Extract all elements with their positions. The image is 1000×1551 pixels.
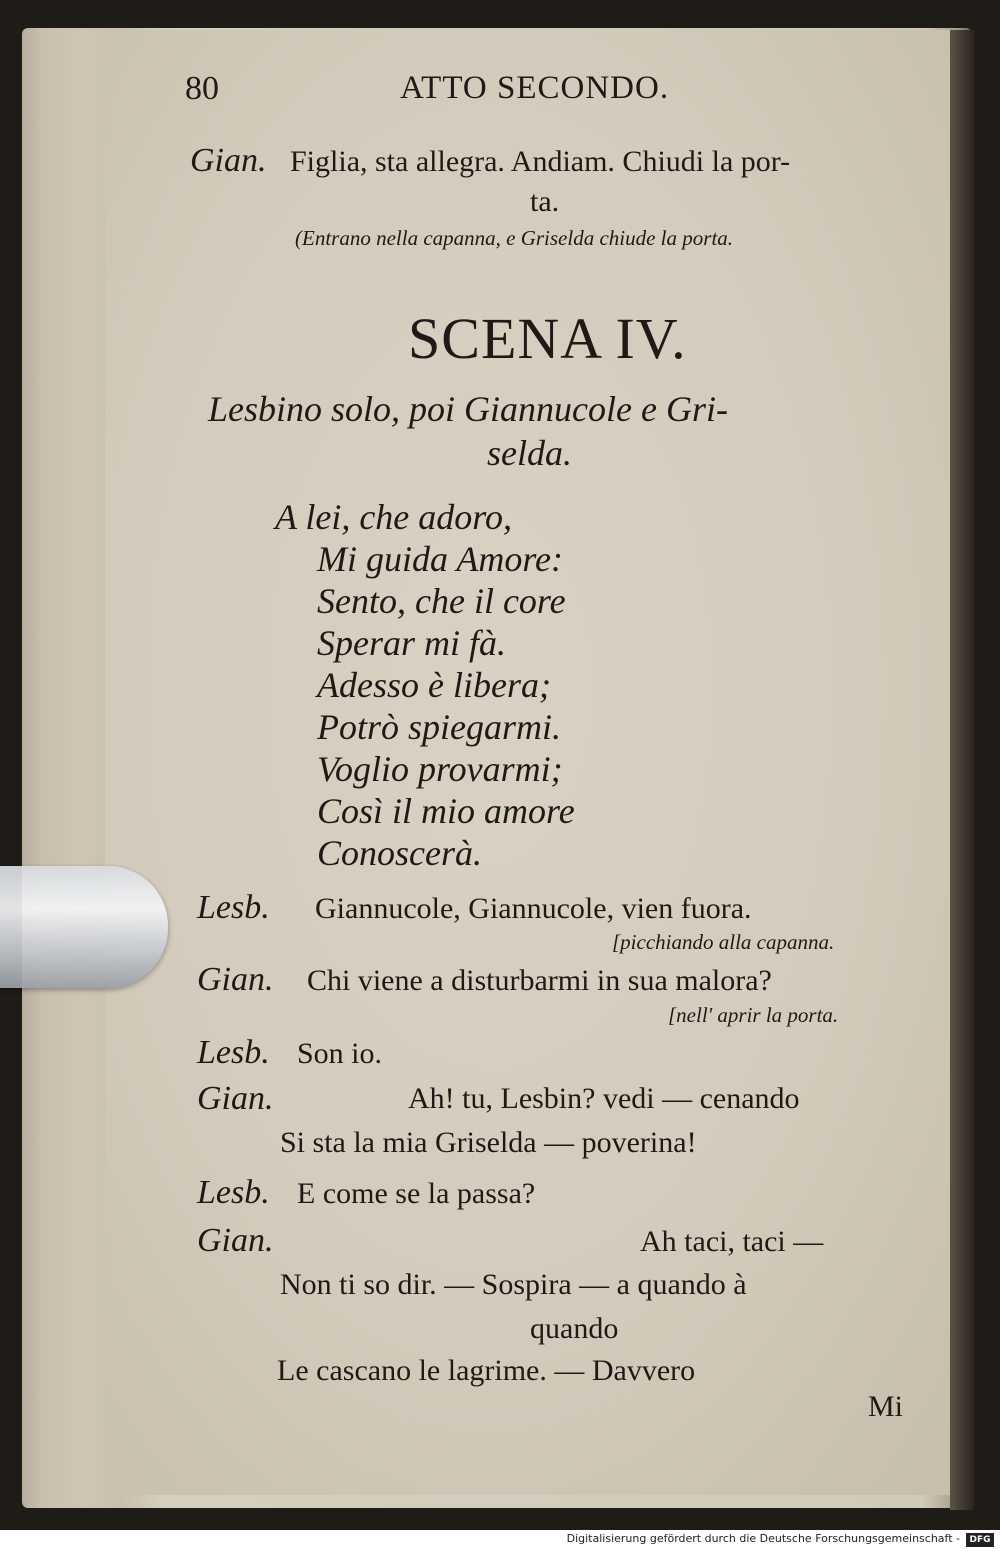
dialogue-line: Figlia, sta allegra. Andiam. Chiudi la por- [290, 145, 791, 178]
aria-line: Voglio provarmi; [317, 749, 563, 789]
dialogue-line: quando [530, 1312, 619, 1345]
dialogue-line: ta. [530, 185, 560, 218]
aria-line: Così il mio amore [317, 791, 575, 831]
speaker-label: Lesb. [197, 889, 270, 926]
aria-line: Conoscerà. [317, 833, 482, 873]
speaker-label: Gian. [197, 1080, 274, 1117]
dialogue-line: Son io. [297, 1037, 383, 1070]
speaker-label: Lesb. [197, 1034, 270, 1071]
catchword: Mi [868, 1390, 904, 1423]
footer-bar [0, 1530, 1000, 1551]
speaker-label: Gian. [190, 142, 267, 179]
scene-title: SCENA IV. [408, 306, 687, 371]
speaker-label: Gian. [197, 961, 274, 998]
stage-direction: [nell' aprir la porta. [668, 1003, 839, 1027]
aria-line: A lei, che adoro, [275, 497, 512, 537]
page-number: 80 [185, 70, 219, 107]
aria-line: Sperar mi fà. [317, 623, 506, 663]
dialogue-line: Chi viene a disturbarmi in sua malora? [307, 964, 772, 997]
funding-credit: Digitalisierung gefördert durch die Deutsche Forschungsgemeinschaft - [566, 1532, 960, 1545]
speaker-label: Lesb. [197, 1174, 270, 1211]
aria-line: Adesso è libera; [317, 665, 551, 705]
dfg-logo: DFG [966, 1533, 994, 1547]
aria-line: Sento, che il core [317, 581, 566, 621]
running-title: ATTO SECONDO. [400, 70, 670, 106]
stage-direction: [picchiando alla capanna. [612, 930, 835, 954]
aria-line: Mi guida Amore: [317, 539, 563, 579]
page-clip [0, 866, 168, 988]
dialogue-line: E come se la passa? [297, 1177, 536, 1210]
dialogue-line: Giannucole, Giannucole, vien fuora. [315, 892, 752, 925]
dialogue-line: Si sta la mia Griselda — poverina! [280, 1126, 697, 1159]
speaker-label: Gian. [197, 1222, 274, 1259]
dialogue-line: Ah! tu, Lesbin? vedi — cenando [408, 1082, 800, 1115]
spine-shadow [950, 30, 974, 1510]
stage-direction: (Entrano nella capanna, e Griselda chiude la porta. [295, 226, 734, 250]
scene-persons: selda. [487, 433, 572, 473]
dialogue-line: Ah taci, taci — [640, 1225, 824, 1258]
scene-persons: Lesbino solo, poi Giannucole e Gri- [208, 389, 728, 429]
dialogue-line: Non ti so dir. — Sospira — a quando à [280, 1268, 747, 1301]
dialogue-line: Le cascano le lagrime. — Davvero [277, 1354, 696, 1387]
aria-line: Potrò spiegarmi. [317, 707, 562, 747]
